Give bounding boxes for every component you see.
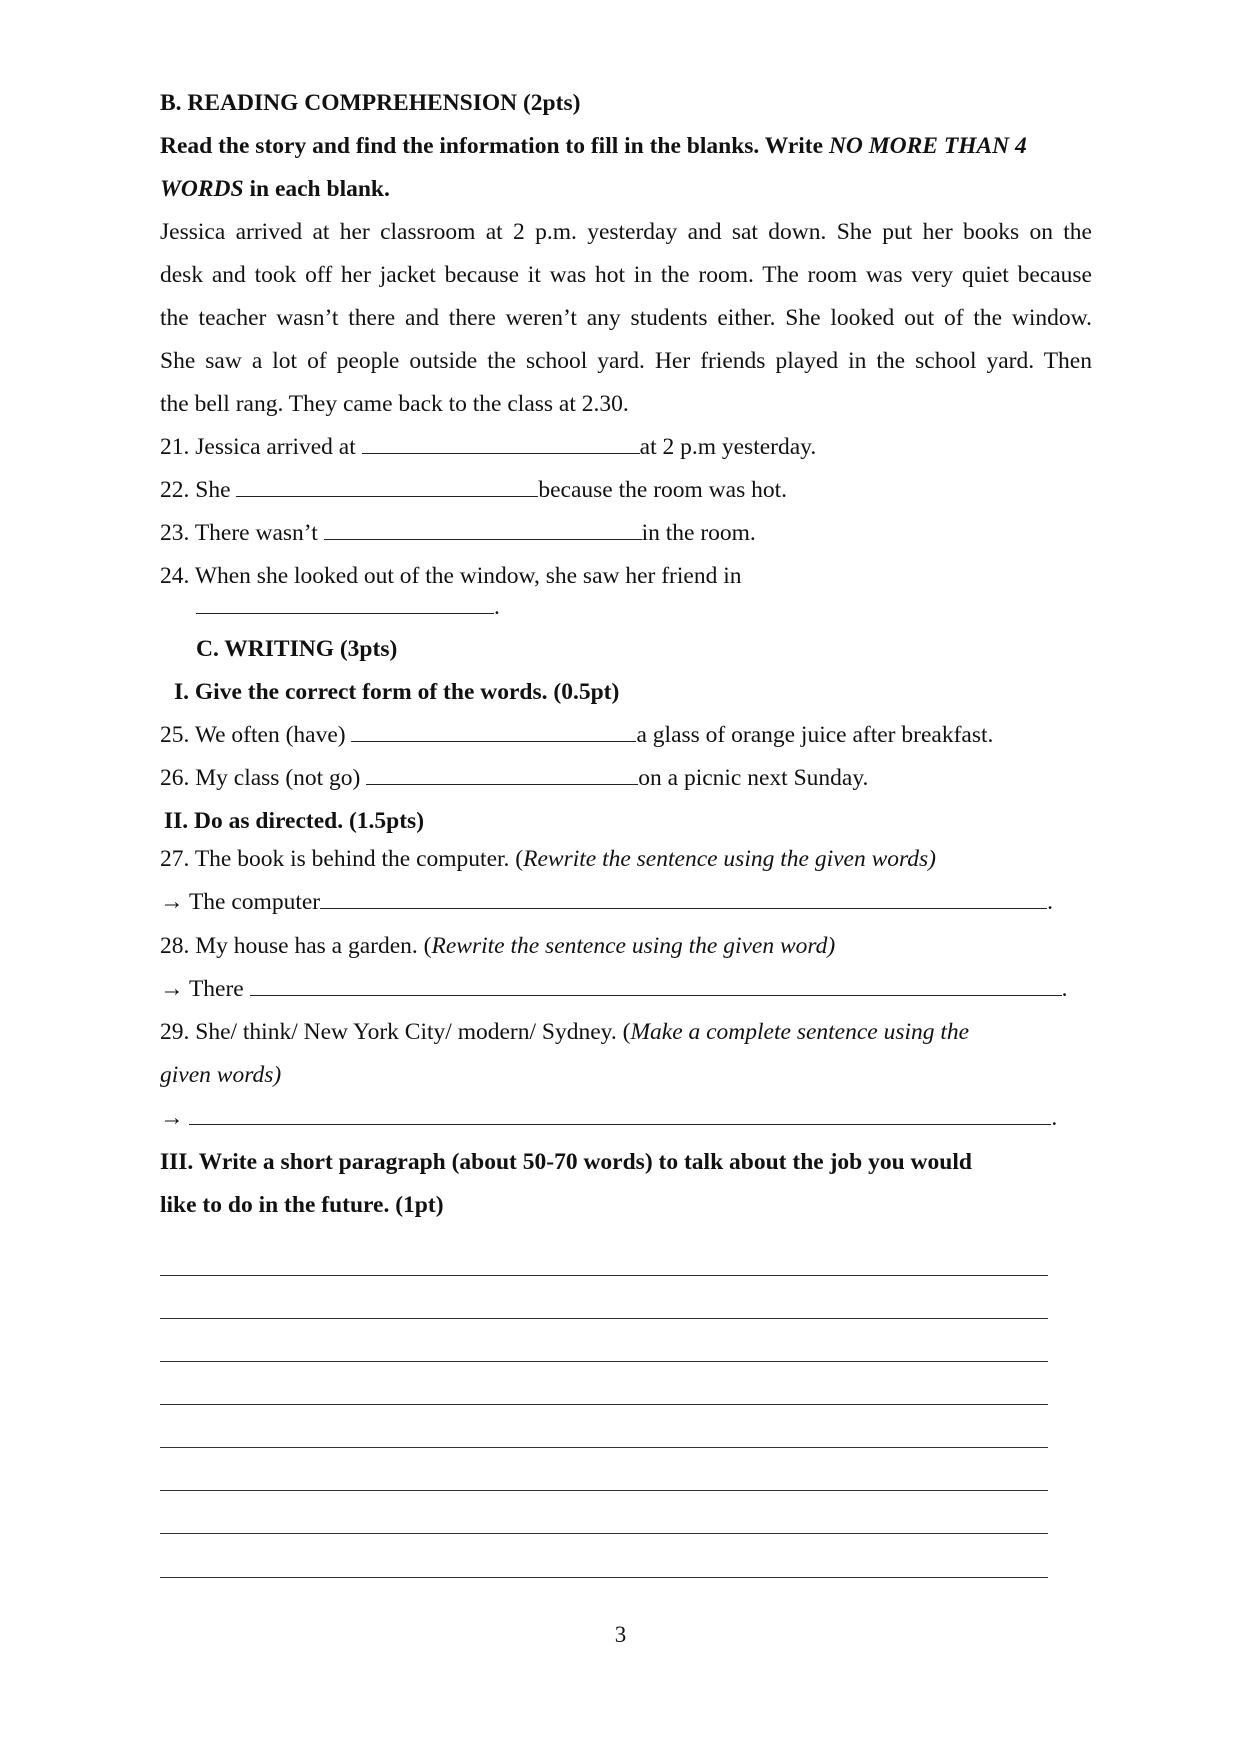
writing-line[interactable] xyxy=(160,1404,1048,1405)
section-3-heading-line2: like to do in the future. (1pt) xyxy=(160,1192,444,1218)
story-line: the bell rang. They came back to the class at 2.30. xyxy=(160,391,629,417)
reading-heading: B. READING COMPREHENSION (2pts) xyxy=(160,90,581,116)
writing-line[interactable] xyxy=(160,1318,1048,1319)
answer-blank[interactable] xyxy=(324,519,642,540)
section-1-heading: I. Give the correct form of the words. (0.5pt) xyxy=(174,679,620,705)
question-26: 26. My class (not go) on a picnic next Sunday. xyxy=(160,765,869,791)
answer-blank[interactable] xyxy=(189,1104,1051,1125)
story-line: Jessica arrived at her classroom at 2 p.m. yesterday and sat down. She put her books on the xyxy=(160,219,1092,245)
answer-blank[interactable] xyxy=(362,433,640,454)
question-25: 25. We often (have) a glass of orange juice after breakfast. xyxy=(160,722,994,748)
question-27: 27. The book is behind the computer. (Rewrite the sentence using the given words) xyxy=(160,846,937,872)
question-24: 24. When she looked out of the window, she saw her friend in xyxy=(160,563,742,589)
question-21: 21. Jessica arrived at at 2 p.m yesterday. xyxy=(160,434,817,460)
answer-blank[interactable] xyxy=(351,721,636,742)
story-line: She saw a lot of people outside the school yard. Her friends played in the school yard. Then xyxy=(160,348,1092,374)
question-28-answer: → There . xyxy=(160,976,1068,1002)
answer-blank[interactable] xyxy=(366,764,638,785)
question-23: 23. There wasn’t in the room. xyxy=(160,520,756,546)
question-28: 28. My house has a garden. (Rewrite the sentence using the given word) xyxy=(160,933,836,959)
writing-line[interactable] xyxy=(160,1361,1048,1362)
question-29-hint-continued: given words) xyxy=(160,1062,282,1088)
question-24-blank-line: . xyxy=(196,586,500,629)
question-27-answer: → The computer . xyxy=(160,889,1053,915)
answer-blank[interactable] xyxy=(250,975,1062,996)
story-line: desk and took off her jacket because it was hot in the room. The room was very quiet because xyxy=(160,262,1092,288)
section-2-heading: II. Do as directed. (1.5pts) xyxy=(164,808,425,834)
writing-line[interactable] xyxy=(160,1275,1048,1276)
writing-line[interactable] xyxy=(160,1533,1048,1534)
answer-blank[interactable] xyxy=(236,476,538,497)
writing-line[interactable] xyxy=(160,1447,1048,1448)
writing-heading: C. WRITING (3pts) xyxy=(196,636,398,662)
question-22: 22. She because the room was hot. xyxy=(160,477,788,503)
writing-line[interactable] xyxy=(160,1577,1048,1578)
question-29-answer: → . xyxy=(160,1105,1058,1131)
story-line: the teacher wasn’t there and there weren’t any students either. She looked out of the window. xyxy=(160,305,1092,331)
question-29: 29. She/ think/ New York City/ modern/ Sydney. (Make a complete sentence using the xyxy=(160,1019,970,1045)
writing-line[interactable] xyxy=(160,1490,1048,1491)
answer-blank[interactable] xyxy=(196,593,494,614)
section-3-heading-line1: III. Write a short paragraph (about 50-70 words) to talk about the job you would xyxy=(160,1149,972,1175)
reading-instruction-line1: Read the story and find the information to fill in the blanks. Write NO MORE THAN 4 xyxy=(160,133,1027,159)
answer-blank[interactable] xyxy=(320,888,1047,909)
reading-instruction-line2: WORDS in each blank. xyxy=(160,176,390,202)
page-number: 3 xyxy=(614,1622,627,1647)
